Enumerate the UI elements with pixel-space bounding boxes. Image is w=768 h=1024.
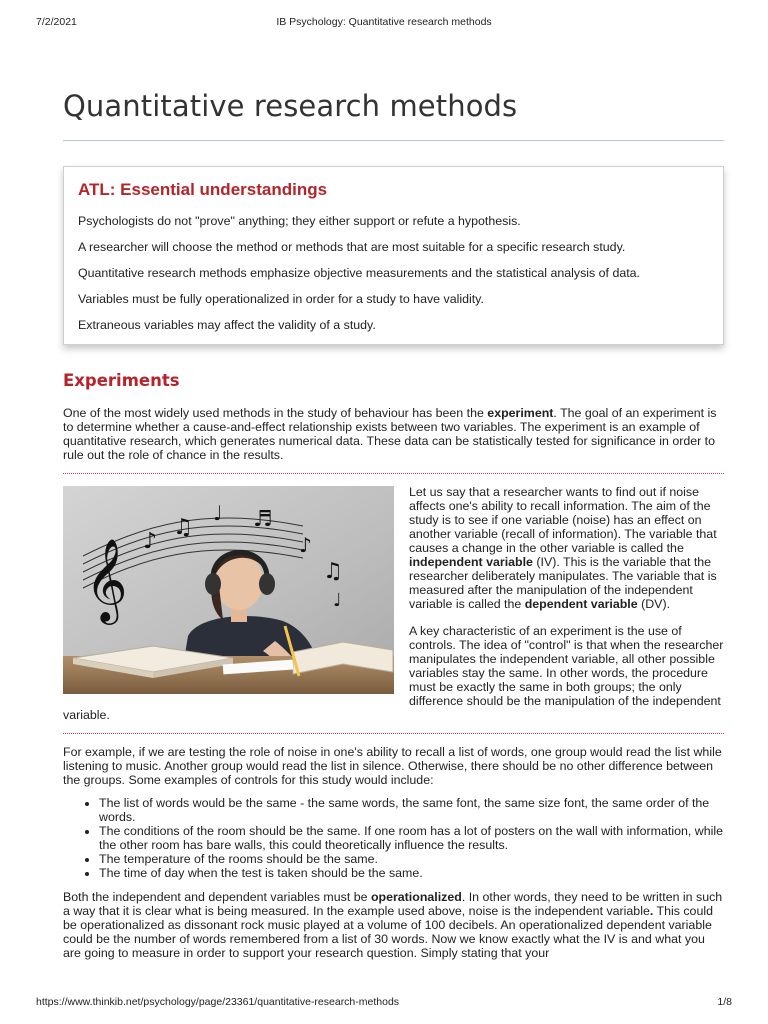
svg-text:♪: ♪ bbox=[143, 529, 158, 554]
term-operationalized: operationalized bbox=[370, 890, 462, 904]
main-content bbox=[63, 82, 724, 960]
operationalized-paragraph bbox=[63, 890, 724, 960]
title-rule bbox=[63, 140, 724, 141]
paragraph-text: (DV). bbox=[637, 597, 671, 611]
svg-text:♬: ♬ bbox=[253, 507, 273, 532]
list-item: • The temperature of the rooms should be the same. bbox=[99, 852, 724, 866]
list-item: • The list of words would be the same - the same words, the same font, the same size font, the same order of the words. bbox=[99, 796, 724, 824]
experiments-heading: Experiments bbox=[63, 371, 180, 390]
paragraph-text: This could be operationalized as dissonant rock music played at a volume of 100 decibels. An operationalized dependent variable could be the number of words remembered from a list of 30 words. Now we know exactly what the IV is and what you are going to measure in order to support your research question. Simply stating that your bbox=[63, 904, 713, 960]
atl-box bbox=[63, 166, 724, 345]
footer-url: https://www.thinkib.net/psychology/page/23361/quantitative-research-methods bbox=[36, 996, 400, 1008]
svg-text:♪: ♪ bbox=[299, 533, 312, 557]
paragraph-text: Both the independent and dependent variables must be bbox=[63, 890, 371, 904]
term-independent-variable: independent variable bbox=[409, 555, 533, 569]
atl-item: A researcher will choose the method or methods that are most suitable for a specific research study. bbox=[78, 240, 626, 254]
atl-heading: ATL: Essential understandings bbox=[78, 180, 328, 199]
experiments-intro bbox=[63, 406, 724, 462]
intro-text: One of the most widely used methods in the study of behaviour has been the bbox=[63, 406, 488, 420]
atl-item: Psychologists do not "prove" anything; they either support or refute a hypothesis. bbox=[78, 214, 521, 228]
svg-text:♫: ♫ bbox=[173, 515, 193, 540]
figure-section bbox=[63, 485, 724, 722]
paragraph-text: Let us say that a researcher wants to find out if noise affects one's ability to recall information. The aim of the study is to see if one variable (noise) has an effect on another variable (recall of information). The variable that causes a change in the other variable is called the bbox=[409, 485, 717, 555]
term-dependent-variable: dependent variable bbox=[524, 597, 638, 611]
intro-text: . The goal of an experiment is to determine whether a cause-and-effect relationship exists between two variables. The experiment is an example of quantitative research, which generates numerical data. These data can be statistically tested for significance in order to rule out the role of chance in the results. bbox=[63, 406, 717, 462]
page-title: Quantitative research methods bbox=[63, 89, 518, 123]
atl-item: Extraneous variables may affect the validity of a study. bbox=[78, 318, 376, 332]
bold-period: . bbox=[649, 904, 654, 918]
example-paragraph: For example, if we are testing the role of noise in one's ability to recall a list of words, one group would read the list while listening to music. Another group would read the list in silence. Otherwise, there should be no other difference between the groups. Some examples of controls for this study would include: bbox=[63, 745, 722, 787]
atl-item: Quantitative research methods emphasize objective measurements and the statistical analysis of data. bbox=[78, 266, 641, 280]
paragraph-text: . In other words, they need to be written in such a way that it is clear what is being measured. In the example used above, noise is the independent variable bbox=[63, 890, 723, 918]
list-item: • The conditions of the room should be the same. If one room has a lot of posters on the wall with information, while the other room has bare walls, this could theoretically influence the results. bbox=[99, 824, 724, 852]
dotted-divider bbox=[63, 733, 724, 734]
svg-text:♩: ♩ bbox=[333, 590, 342, 611]
paragraph-text: (IV). This is the variable that the researcher deliberately manipulates. The variable that is measured after the manipulation of the independent variable is called the bbox=[409, 555, 717, 611]
print-page-title: IB Psychology: Quantitative research methods bbox=[276, 16, 492, 28]
list-item: • The time of day when the test is taken should be the same. bbox=[99, 866, 724, 880]
svg-text:♫: ♫ bbox=[323, 559, 343, 584]
atl-item: Variables must be fully operationalized in order for a study to have validity. bbox=[78, 292, 484, 306]
dotted-divider bbox=[63, 473, 724, 474]
print-date: 7/2/2021 bbox=[36, 16, 77, 28]
svg-text:𝄞: 𝄞 bbox=[85, 537, 128, 621]
intro-bold-term: experiment bbox=[487, 406, 554, 420]
controls-paragraph: A key characteristic of an experiment is the use of controls. The idea of "control" is that when the researcher manipulates the independent variable, all other possible variables stay the same. In other words, the procedure must be exactly the same in both groups; the only difference should be the manipulation of the independent variable. bbox=[63, 624, 724, 722]
svg-text:♩: ♩ bbox=[213, 501, 223, 525]
controls-list bbox=[63, 796, 724, 880]
student-with-headphones-photo bbox=[63, 486, 394, 694]
page-number: 1/8 bbox=[717, 996, 732, 1008]
